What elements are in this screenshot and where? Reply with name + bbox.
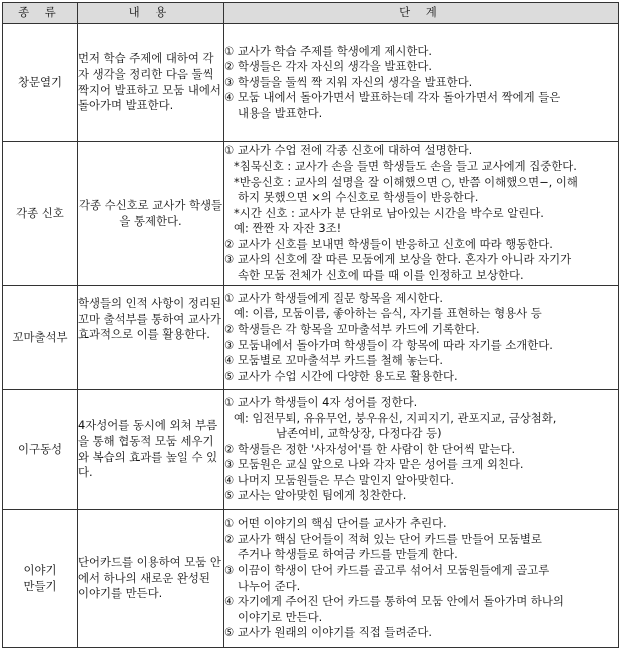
step-line: 예: 짠짠 자 자잔 3조! bbox=[234, 221, 342, 236]
row-steps bbox=[224, 390, 619, 510]
header-row bbox=[3, 3, 619, 24]
row-steps bbox=[224, 142, 619, 286]
step-line: ② 학생들은 각자 자신의 생각을 발표한다. bbox=[224, 59, 432, 74]
step-line: ④ 모둠 내에서 돌아가면서 발표하는데 각자 돌아가면서 짝에게 들은 bbox=[224, 90, 561, 105]
step-line: ② 교사가 핵심 단어들이 적혀 있는 단어 카드를 만들어 모둠별로 bbox=[224, 531, 542, 546]
step-line: ③ 이끔이 학생이 단어 카드를 골고루 섞어서 모둠원들에게 골고루 bbox=[224, 562, 550, 577]
step-line: *침묵신호 : 교사가 손을 들면 학생들도 손을 들고 교사에게 집중한다. bbox=[234, 158, 577, 173]
step-line: ② 교사가 신호를 보내면 학생들이 반응하고 신호에 따라 행동한다. bbox=[224, 236, 553, 251]
step-line: *반응신호 : 교사의 설명을 잘 이해했으면 ○, 반쯤 이해했으면−, 이해 bbox=[234, 174, 578, 189]
step-line: ③ 학생들을 둘씩 짝 지워 자신의 생각을 발표한다. bbox=[224, 74, 473, 89]
step-line: ③ 교사의 신호에 잘 따른 모둠에게 보상을 한다. 혼자가 아니라 자기가 bbox=[224, 252, 572, 267]
step-line: ④ 모둠별로 꼬마출석부 카드를 철해 놓는다. bbox=[224, 353, 443, 368]
table-row bbox=[3, 24, 619, 142]
row-content: 각종 수신호로 교사가 학생들을 통제한다. bbox=[78, 142, 224, 286]
header-steps: 단 계 bbox=[224, 3, 619, 24]
step-line: ⑤ 교사가 수업 시간에 다양한 용도로 활용한다. bbox=[224, 368, 458, 383]
activity-table bbox=[2, 2, 619, 648]
step-line: ④ 나머지 모둠원들은 무슨 말인지 알아맞힌다. bbox=[224, 472, 454, 487]
step-line: 주거나 학생들로 하여금 카드를 만들게 한다. bbox=[238, 547, 458, 562]
table-row bbox=[3, 390, 619, 510]
step-line: ① 교사가 수업 전에 각종 신호에 대하여 설명한다. bbox=[224, 143, 473, 158]
step-line: 나누어 준다. bbox=[238, 578, 301, 593]
row-type: 창문열기 bbox=[3, 24, 78, 142]
row-type: 이구동성 bbox=[3, 390, 78, 510]
step-line: 하지 못했으면 ×의 수신호로 학생들이 반응한다. bbox=[238, 190, 479, 205]
row-type-line: 만들기 bbox=[23, 578, 57, 593]
row-type-line: 이야기 bbox=[23, 562, 57, 577]
table-row bbox=[3, 142, 619, 286]
step-line: ③ 모둠원은 교실 앞으로 나와 각자 맡은 성어를 크게 외친다. bbox=[224, 457, 524, 472]
step-line: ④ 자기에게 주어진 단어 카드를 통하여 모둠 안에서 돌아가며 하나의 bbox=[224, 594, 564, 609]
step-line: ① 교사가 학생들에게 질문 항목을 제시한다. bbox=[224, 290, 443, 305]
header-type: 종 류 bbox=[3, 3, 78, 24]
row-content: 단어카드를 이용하여 모둠 안에서 하나의 새로운 완성된 이야기를 만든다. bbox=[78, 510, 224, 648]
step-line: ⑤ 교사가 원래의 이야기를 직접 들려준다. bbox=[224, 625, 432, 640]
table-row bbox=[3, 286, 619, 390]
step-line: 예: 임전무퇴, 유유무언, 붕우유신, 지피지기, 관포지교, 금상첨화, bbox=[234, 410, 557, 425]
step-line: *시간 신호 : 교사가 분 단위로 남아있는 시간을 박수로 알린다. bbox=[234, 205, 544, 220]
step-line: ② 학생들은 정한 '사자성어'를 한 사람이 한 단어씩 맡는다. bbox=[224, 441, 516, 456]
step-line: ② 학생들은 각 항목을 꼬마출석부 카드에 기록한다. bbox=[224, 321, 480, 336]
header-content: 내 용 bbox=[78, 3, 224, 24]
step-line: 내용을 발표한다. bbox=[238, 105, 323, 120]
row-content: 학생들의 인적 사항이 정리된 꼬마 출석부를 통하여 교사가 효과적으로 이를 활용한다. bbox=[78, 286, 224, 390]
row-content: 먼저 학습 주제에 대하여 각자 생각을 정리한 다음 둘씩 짝지어 발표하고 모둠 내에서 돌아가며 발표한다. bbox=[78, 24, 224, 142]
step-line: 남존여비, 교학상장, 다정다감 등) bbox=[276, 426, 442, 441]
step-line: ③ 모둠내에서 돌아가며 학생들이 각 항목에 따라 자기를 소개한다. bbox=[224, 337, 553, 352]
step-line: ① 어떤 이야기의 핵심 단어를 교사가 추린다. bbox=[224, 516, 447, 531]
step-line: ① 교사가 학생들이 4자 성어를 정한다. bbox=[224, 394, 418, 409]
row-content: 4자성어를 동시에 외쳐 부름을 통해 협동적 모둠 세우기와 복습의 효과를 높일 수 있다. bbox=[78, 390, 224, 510]
step-line: 예: 이름, 모둠이름, 좋아하는 음식, 자기를 표현하는 형용사 등 bbox=[234, 306, 542, 321]
row-type: 각종 신호 bbox=[3, 142, 78, 286]
step-line: 속한 모둠 전체가 신호에 따를 때 이를 인정하고 보상한다. bbox=[238, 268, 524, 283]
row-type: 꼬마출석부 bbox=[3, 286, 78, 390]
step-line: ⑤ 교사는 알아맞힌 팀에게 칭찬한다. bbox=[224, 488, 407, 503]
step-line: 이야기로 만든다. bbox=[238, 609, 323, 624]
row-steps bbox=[224, 24, 619, 142]
row-steps bbox=[224, 286, 619, 390]
step-line: ① 교사가 학습 주제를 학생에게 제시한다. bbox=[224, 43, 432, 58]
